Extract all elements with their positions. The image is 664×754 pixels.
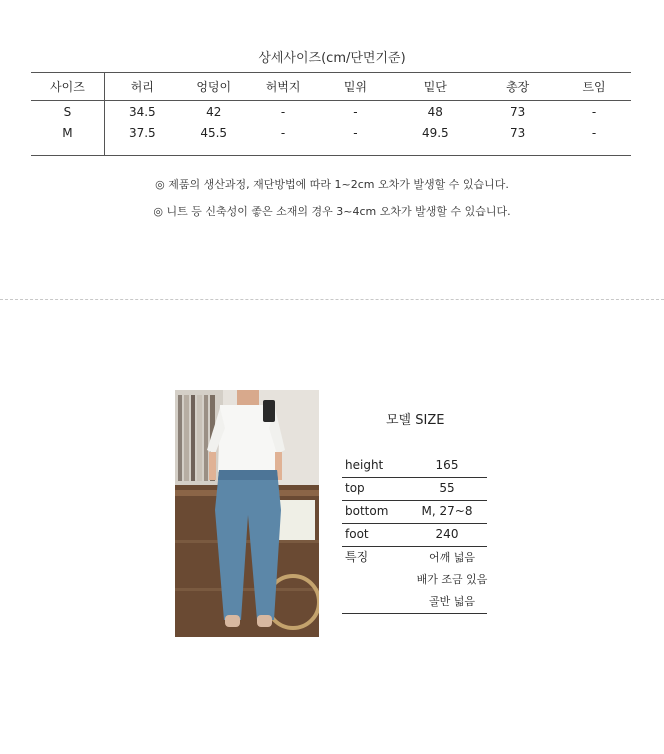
model-row-foot (342, 524, 487, 547)
model-photo-illustration (175, 390, 319, 637)
cell-slit: - (591, 125, 597, 140)
cell-hem: 48 (427, 104, 443, 119)
table-row (31, 101, 631, 123)
tolerance-note: ◎ 제품의 생산과정, 재단방법에 따라 1~2cm 오차가 발생할 수 있습니다. (155, 178, 509, 191)
model-row-height (342, 455, 487, 478)
empty-cell (248, 143, 319, 156)
empty-cell (319, 143, 393, 156)
size-table-title: 상세사이즈(cm/단면기준) (258, 51, 406, 66)
cell-waist: 34.5 (128, 104, 156, 119)
header-waist: 허리 (104, 73, 179, 101)
cell-hem: 49.5 (421, 125, 449, 140)
header-thigh: 허벅지 (248, 73, 319, 101)
cell-slit: - (591, 104, 597, 119)
bottom-value: M, 27~8 (421, 504, 473, 518)
empty-cell (104, 143, 179, 156)
size-table (31, 72, 631, 156)
header-rise: 밑위 (319, 73, 393, 101)
height-label: height (345, 458, 384, 472)
features-label: 특징 (345, 550, 369, 564)
table-row (31, 122, 631, 143)
cell-length: 73 (510, 104, 526, 119)
empty-cell (31, 143, 104, 156)
top-label: top (345, 481, 365, 495)
header-size: 사이즈 (31, 73, 104, 101)
foot-value: 240 (435, 527, 459, 541)
cell-thigh: - (280, 125, 286, 140)
cell-waist: 37.5 (128, 125, 156, 140)
empty-cell (557, 143, 631, 156)
feature-item: 골반 넓음 (428, 595, 475, 608)
bottom-label: bottom (345, 504, 389, 518)
model-row-features (342, 547, 487, 614)
header-length: 총장 (478, 73, 557, 101)
empty-cell (478, 143, 557, 156)
model-photo (175, 390, 319, 637)
cell-size: S (31, 101, 104, 123)
cell-hip: 45.5 (200, 125, 228, 140)
model-size-title: 모델 SIZE (386, 413, 445, 428)
cell-rise: - (353, 104, 358, 119)
empty-cell (392, 143, 478, 156)
cell-hip: 42 (206, 104, 222, 119)
height-value: 165 (435, 458, 459, 472)
foot-label: foot (345, 527, 369, 541)
section-divider (0, 299, 664, 300)
size-table-header-row (31, 73, 631, 101)
cell-rise: - (353, 125, 358, 140)
cell-thigh: - (280, 104, 286, 119)
cell-length: 73 (510, 125, 526, 140)
empty-cell (180, 143, 248, 156)
model-row-bottom (342, 501, 487, 524)
model-row-top (342, 478, 487, 501)
knit-tolerance-note: ◎ 니트 등 신축성이 좋은 소재의 경우 3~4cm 오차가 발생할 수 있습니다. (153, 205, 511, 218)
feature-item: 어깨 넓음 (428, 551, 475, 564)
cell-size: M (31, 122, 104, 143)
header-hip: 엉덩이 (180, 73, 248, 101)
header-slit: 트임 (557, 73, 631, 101)
feature-item: 배가 조금 있음 (416, 573, 488, 586)
header-hem: 밑단 (392, 73, 478, 101)
model-size-list (342, 455, 487, 614)
top-value: 55 (439, 481, 455, 495)
table-row-empty (31, 143, 631, 156)
